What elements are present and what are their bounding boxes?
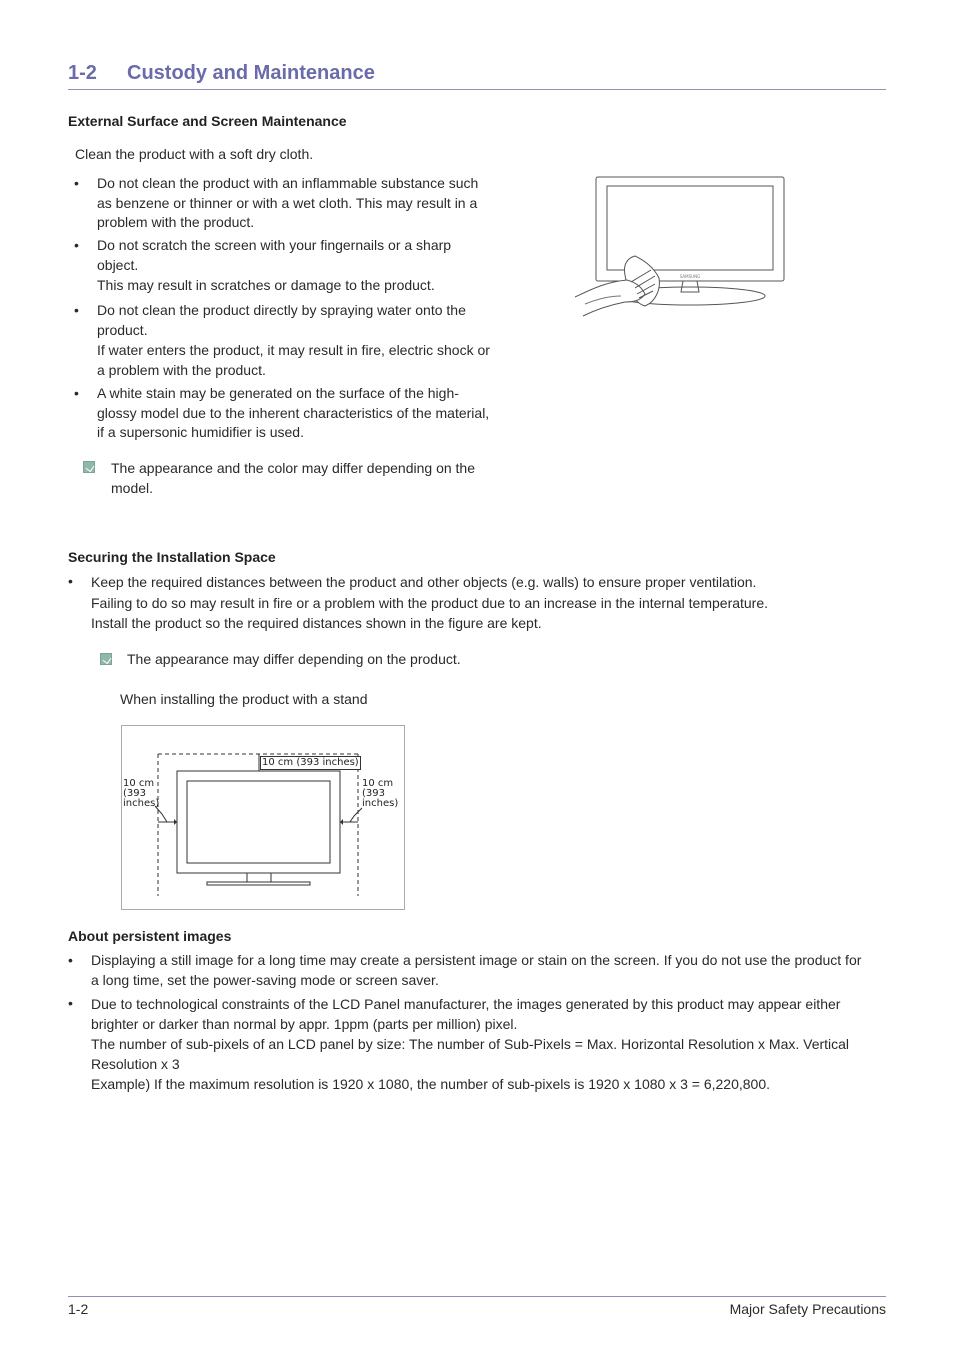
note-text: The appearance and the color may differ depending on the model. <box>111 460 475 496</box>
note-icon <box>100 653 112 665</box>
bullet-dot: • <box>68 573 73 589</box>
section-heading-persistent-images: About persistent images <box>68 928 232 944</box>
bullet-item: Do not clean the product with an inflammable substance such as benzene or thinner or with a wet cloth. This may result in a problem with the product. <box>97 175 479 230</box>
header-divider <box>68 89 886 90</box>
bullet-dot: • <box>68 995 73 1011</box>
installation-diagram <box>121 725 405 910</box>
bullet-item: Do not clean the product directly by spraying water onto the product. If water enters the product, it may result in fire, electric shock or a problem with the product. <box>97 302 490 378</box>
bullet-item: A white stain may be generated on the surface of the high- glossy model due to the inherent characteristics of the material, if a supersonic humidifier is used. <box>97 385 490 440</box>
intro-text: Clean the product with a soft dry cloth. <box>75 146 314 162</box>
chapter-number: 1-2 <box>68 62 97 84</box>
bullet-dot: • <box>74 385 79 401</box>
page-number: 1-2 <box>68 1301 89 1317</box>
bullet-dot: • <box>68 952 73 968</box>
bullet-dot: • <box>74 302 79 318</box>
bullet-item: Due to technological constraints of the LCD Panel manufacturer, the images generated by this product may appear either brighter or darker than normal by appr. 1ppm (parts per million) pixel. The number of sub-pixels of an LCD panel by size: The number of Sub-Pixels = Max. Horizontal Resolution x Max. Vertical Resolution x 3 Example) If the maximum resolution is 1920 x 1080, the number of sub-pixels is 1920 x 1080 x 3 = 6,220,800. <box>91 996 850 1092</box>
left-clearance-label: 10 cm (393 inches) <box>123 778 160 809</box>
footer-divider <box>68 1296 886 1297</box>
footer-section-name: Major Safety Precautions <box>729 1301 886 1317</box>
cleaning-monitor-illustration <box>565 170 805 330</box>
chapter-title: Custody and Maintenance <box>127 62 375 84</box>
clearance-diagram <box>122 726 404 909</box>
svg-text:SAMSUNG: SAMSUNG <box>679 274 701 279</box>
bullet-item: Displaying a still image for a long time may create a persistent image or stain on the screen. If you do not use the product for a long time, set the power-saving mode or screen saver. <box>91 952 862 988</box>
bullet-item: Keep the required distances between the product and other objects (e.g. walls) to ensure proper ventilation. Failing to do so may result in fire or a problem with the product due to an increase in the internal temperature. Install the product so the required distances shown in the figure are kept. <box>91 574 769 631</box>
bullet-item: Do not scratch the screen with your fingernails or a sharp object. This may result in scratches or damage to the product. <box>97 237 452 293</box>
figure-caption: When installing the product with a stand <box>120 691 368 707</box>
section-heading-surface-maintenance: External Surface and Screen Maintenance <box>68 113 347 129</box>
note-icon <box>83 461 95 473</box>
section-heading-installation-space: Securing the Installation Space <box>68 549 276 565</box>
right-clearance-label: 10 cm (393 inches) <box>362 778 399 809</box>
note-text: The appearance may differ depending on the product. <box>127 651 461 667</box>
bullet-dot: • <box>74 237 79 253</box>
top-clearance-label: 10 cm (393 inches) <box>262 757 359 768</box>
bullet-dot: • <box>74 175 79 191</box>
